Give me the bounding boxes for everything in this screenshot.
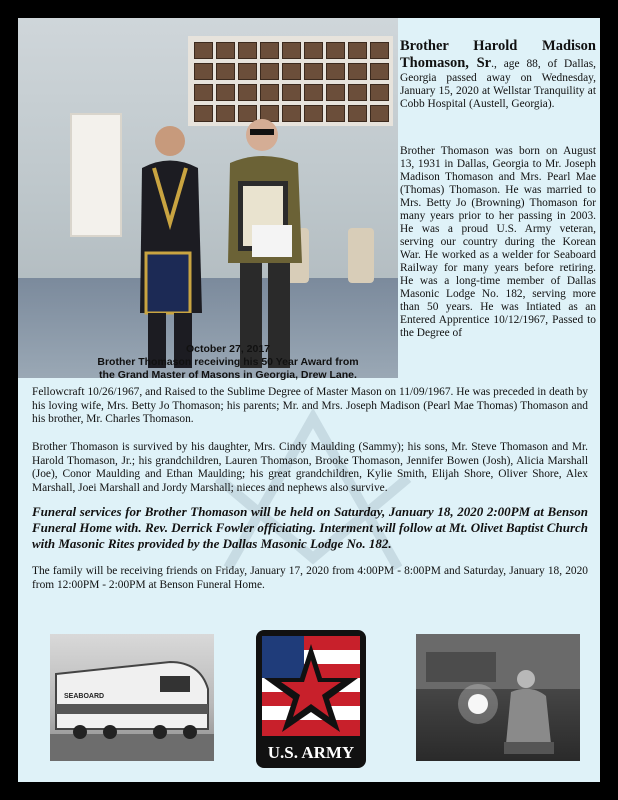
- door: [70, 113, 122, 237]
- chair: [348, 228, 374, 283]
- funeral-section: [32, 504, 588, 552]
- train-label: SEABOARD: [64, 693, 105, 700]
- us-army-logo: [256, 630, 366, 768]
- caption-line: Brother Thomason receiving his 50 Year Award from: [97, 356, 359, 368]
- survivors-paragraph: Brother Thomason is survived by his daughter, Mrs. Cindy Maulding (Sammy); his sons, Mr. Steve Thomason and Mr. Harold Thomason, Jr.; his grandchildren, Lauren Thomason, Brooke Thomason, Jennifer Bowen (Josh), Alicia Marshall (Joe), Conor Maulding and Ethan Maulding; his great grandchildren, Kylie Smith, Elijah Shore, Oliver Shore, Alex Marshall, Joei Marshall and Jordy Marshall; nieces and nephews also survive.: [32, 441, 588, 494]
- obituary-page: [18, 18, 600, 782]
- caption-date: October 27, 2017: [185, 343, 271, 355]
- bio-paragraph-continued: [32, 386, 588, 427]
- welder-photo: [416, 634, 580, 761]
- funeral-paragraph: Funeral services for Brother Thomason will be held on Saturday, January 18, 2020 2:00PM at Benson Funeral Home with. Rev. Derrick Fowler officiating. Interment will follow at Mt. Olivet Baptist Church with Masonic Rites provided by the Dallas Masonic Lodge No. 182.: [32, 504, 588, 551]
- seaboard-train-photo: [50, 634, 214, 761]
- survivors-section: [32, 441, 588, 495]
- visitation-paragraph: The family will be receiving friends on Friday, January 17, 2020 from 4:00PM - 8:00PM and Saturday, January 18, 2020 from 12:00PM - 2:00PM at Benson Funeral Home.: [32, 565, 588, 591]
- photo-caption: [68, 343, 388, 382]
- bio-continued: Fellowcraft 10/26/1967, and Raised to the Sublime Degree of Master Mason on 11/09/1967. He was preceded in death by his loving wife, Mrs. Betty Jo Thomason; his parents; Mr. and Mrs. Joseph Madison (Pearl Mae Thomas) Thomason and his brother, Mr. Charles Thomason.: [32, 386, 588, 425]
- intro-text: ., age 88, of Dallas, Georgia passed away on Wednesday, January 15, 2020 at Wellstar Tranquility at Cobb Hospital (Austell, Georgia).: [400, 58, 596, 110]
- two-men-figures: [130, 113, 330, 373]
- right-column-text: [400, 38, 596, 340]
- army-label: U.S. ARMY: [267, 743, 355, 762]
- obituary-header: [400, 38, 596, 111]
- caption-line: the Grand Master of Masons in Georgia, Drew Lane.: [99, 369, 357, 381]
- bio-paragraph-start: Brother Thomason was born on August 13, 1931 in Dallas, Georgia to Mr. Joseph Madison Thomason and Mrs. Pearl Mae (Thomas) Thomason. He was married to Mrs. Betty Jo (Browning) Thomason for many years prior to her passing in 2003. He was a proud U.S. Army veteran, serving our country during the Korean War. He worked as a welder for Seaboard Railway for many years before retiring. He was a long-time member of Dallas Masonic Lodge No. 182, serving more than 50 years. He was Intiated as an Entered Apprentice 10/12/1967, Passed to the Degree of: [400, 145, 596, 339]
- visitation-section: [32, 565, 588, 592]
- award-photo: [18, 18, 398, 398]
- deceased-name: Brother Harold Madison Thomason, Sr: [400, 38, 596, 71]
